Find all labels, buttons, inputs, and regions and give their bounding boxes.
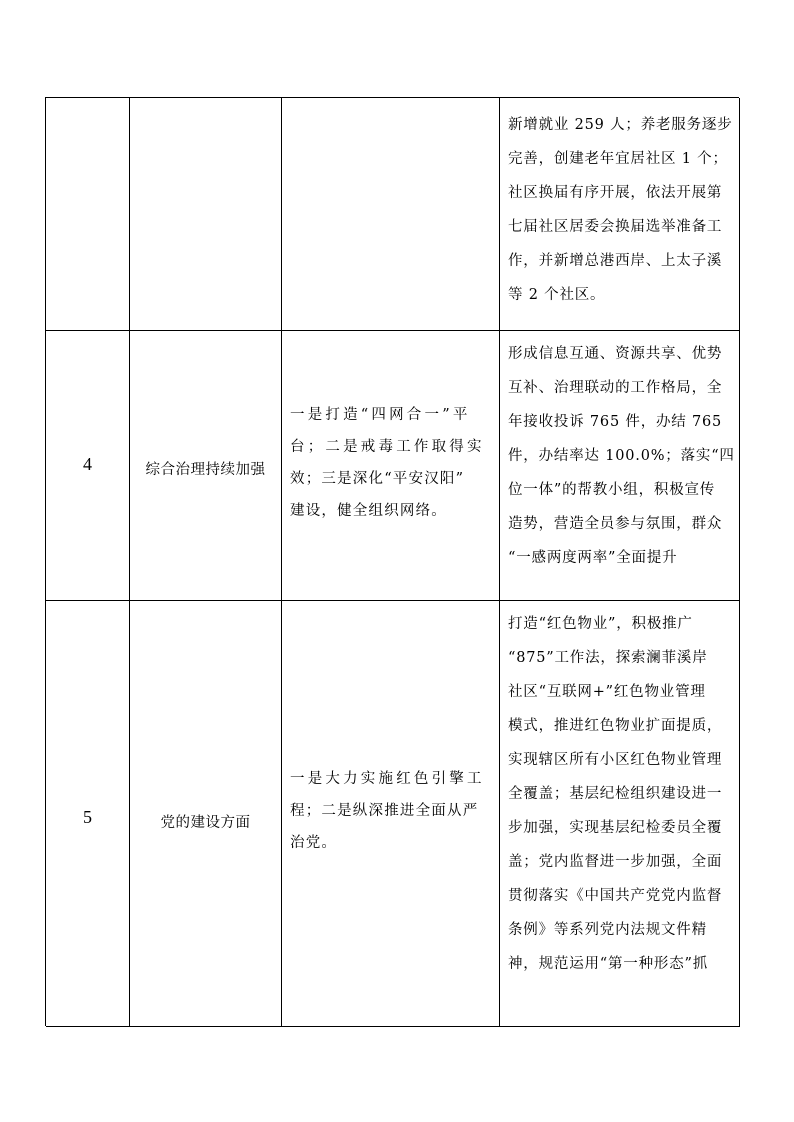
measures-line: 效；三是深化“平安汉阳” bbox=[290, 471, 465, 487]
results-cell bbox=[500, 98, 740, 331]
results-line: 位一体”的帮教小组，积极宣传 bbox=[508, 482, 716, 498]
measures-cell bbox=[282, 98, 500, 331]
results-text bbox=[508, 108, 733, 312]
results-line: 造势，营造全员参与氛围，群众 bbox=[508, 516, 723, 532]
work-summary-table bbox=[45, 97, 739, 1026]
results-line: 社区“互联网+”红色物业管理 bbox=[508, 684, 706, 700]
item-cell bbox=[130, 601, 282, 1027]
measures-line: 台；二是戒毒工作取得实 bbox=[290, 439, 485, 455]
measures-line: 建设，健全组织网络。 bbox=[290, 503, 447, 519]
results-line: “875”工作法，探索澜菲溪岸 bbox=[508, 650, 708, 666]
results-line: 全覆盖；基层纪检组织建设进一 bbox=[508, 786, 723, 802]
results-line: 作，并新增总港西岸、上太子溪 bbox=[508, 253, 723, 269]
results-line: 模式，推进红色物业扩面提质， bbox=[508, 718, 723, 734]
measures-text bbox=[290, 763, 493, 859]
results-line: 件，办结率达 100.0%；落实“四 bbox=[508, 448, 735, 464]
measures-line: 程；二是纵深推进全面从严 bbox=[290, 803, 479, 819]
results-line: 年接收投诉 765 件，办结 765 bbox=[508, 414, 723, 430]
results-line: 条例》等系列党内法规文件精 bbox=[508, 922, 707, 938]
results-line: 盖；党内监督进一步加强，全面 bbox=[508, 854, 723, 870]
results-text bbox=[508, 337, 733, 575]
number-cell bbox=[46, 331, 130, 601]
results-line: 贯彻落实《中国共产党党内监督 bbox=[508, 888, 723, 904]
results-line: 形成信息互通、资源共享、优势 bbox=[508, 346, 723, 362]
item-label: 综合治理持续加强 bbox=[145, 462, 266, 478]
results-line: 等 2 个社区。 bbox=[508, 287, 606, 303]
number-cell bbox=[46, 601, 130, 1027]
table-row bbox=[46, 98, 740, 331]
measures-line: 一是打造“四网合一”平 bbox=[290, 407, 471, 423]
results-text bbox=[508, 607, 733, 981]
results-line: 实现辖区所有小区红色物业管理 bbox=[508, 752, 723, 768]
measures-cell bbox=[282, 601, 500, 1027]
row-number: 5 bbox=[83, 807, 92, 827]
results-line: 神，规范运用“第一种形态”抓 bbox=[508, 956, 709, 972]
results-line: 打造“红色物业”，积极推广 bbox=[508, 616, 693, 632]
measures-cell bbox=[282, 331, 500, 601]
results-line: 七届社区居委会换届选举准备工 bbox=[508, 219, 723, 235]
item-cell bbox=[130, 98, 282, 331]
results-cell bbox=[500, 601, 740, 1027]
item-label: 党的建设方面 bbox=[160, 815, 251, 831]
results-line: 社区换届有序开展，依法开展第 bbox=[508, 185, 723, 201]
results-line: “一感两度两率”全面提升 bbox=[508, 550, 678, 566]
results-line: 互补、治理联动的工作格局，全 bbox=[508, 380, 723, 396]
results-cell bbox=[500, 331, 740, 601]
table-row bbox=[46, 601, 740, 1027]
measures-line: 一是大力实施红色引擎工 bbox=[290, 771, 485, 787]
row-number: 4 bbox=[83, 454, 92, 474]
number-cell bbox=[46, 98, 130, 331]
item-cell bbox=[130, 331, 282, 601]
table-row bbox=[46, 331, 740, 601]
measures-text bbox=[290, 399, 493, 527]
results-line: 步加强，实现基层纪检委员全覆 bbox=[508, 820, 723, 836]
measures-line: 治党。 bbox=[290, 835, 338, 851]
results-line: 新增就业 259 人；养老服务逐步 bbox=[508, 117, 733, 133]
results-line: 完善，创建老年宜居社区 1 个； bbox=[508, 151, 728, 167]
